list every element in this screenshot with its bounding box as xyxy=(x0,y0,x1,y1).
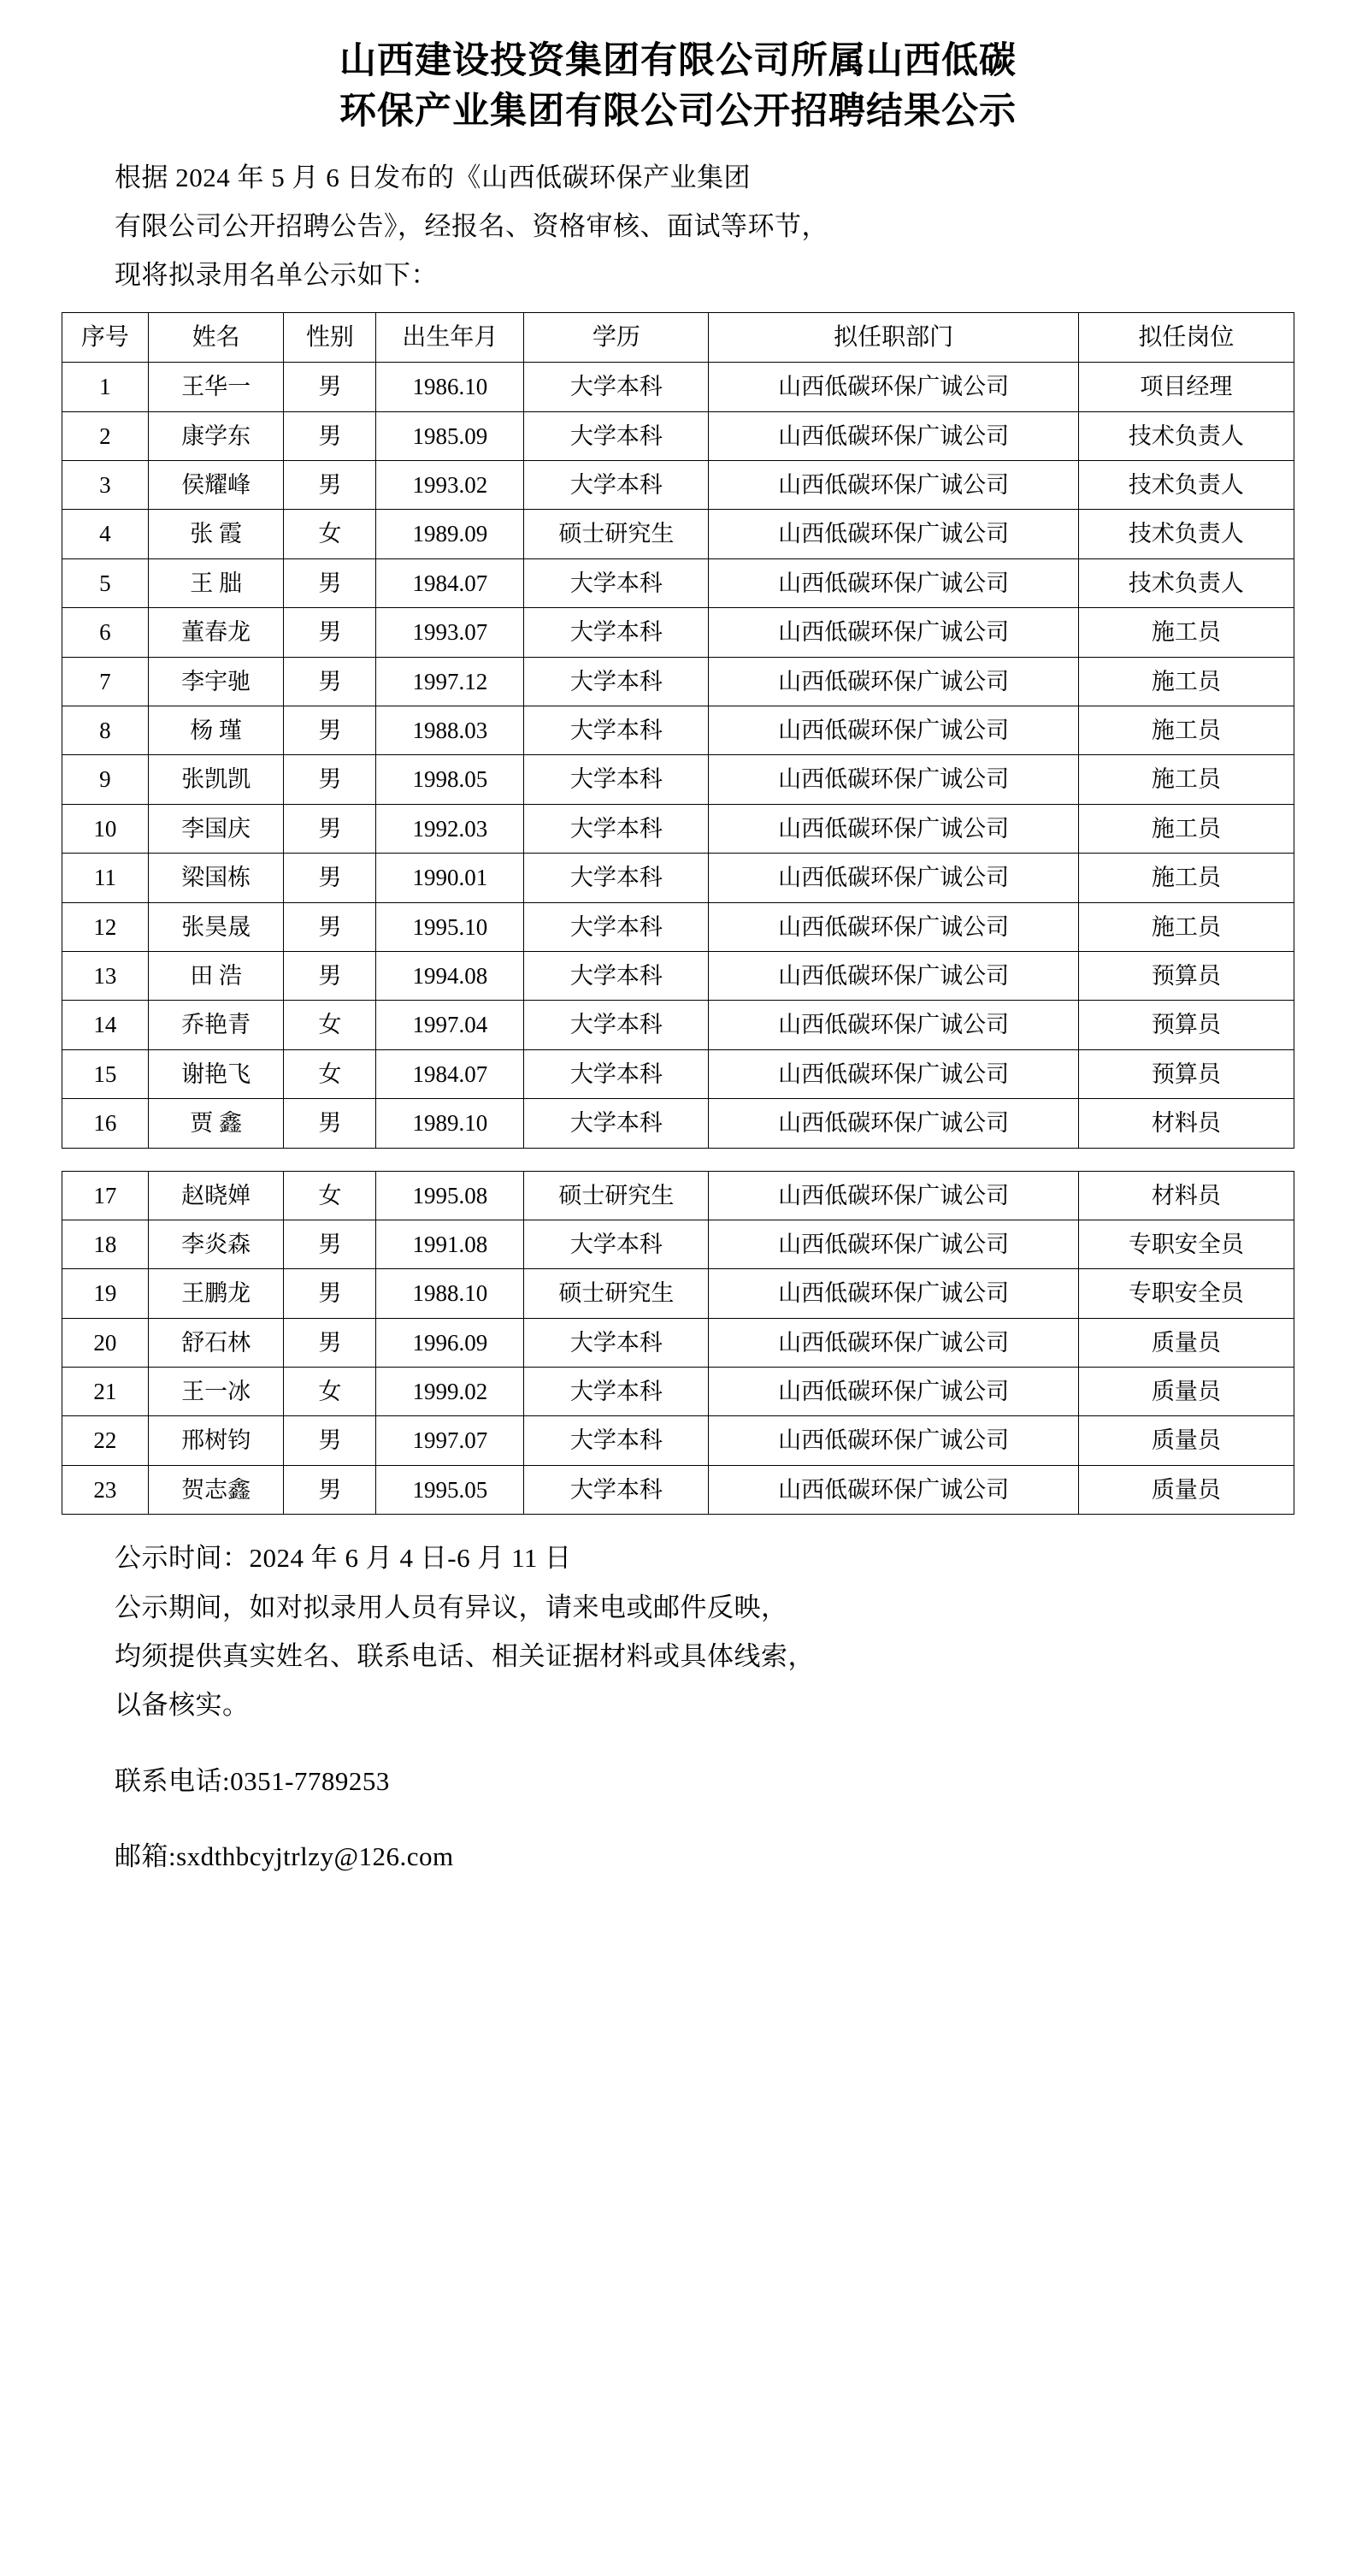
table-row xyxy=(62,363,1294,411)
cell-name: 张 霞 xyxy=(148,510,284,558)
column-header-position: 拟任岗位 xyxy=(1078,312,1294,363)
cell-index: 20 xyxy=(62,1318,149,1367)
cell-birth: 1997.12 xyxy=(376,657,524,706)
cell-gender: 男 xyxy=(284,804,376,853)
cell-education: 大学本科 xyxy=(524,755,709,804)
column-header-education: 学历 xyxy=(524,312,709,363)
cell-index: 16 xyxy=(62,1099,149,1148)
cell-position: 质量员 xyxy=(1078,1416,1294,1465)
table-row xyxy=(62,1099,1294,1148)
cell-name: 赵晓婵 xyxy=(148,1171,284,1220)
cell-position: 项目经理 xyxy=(1078,363,1294,411)
footer-note-line-3: 以备核实。 xyxy=(115,1690,250,1721)
cell-birth: 1997.07 xyxy=(376,1416,524,1465)
cell-position: 技术负责人 xyxy=(1078,558,1294,607)
table-row xyxy=(62,902,1294,951)
cell-gender: 男 xyxy=(284,657,376,706)
cell-gender: 男 xyxy=(284,1416,376,1465)
cell-name: 王华一 xyxy=(148,363,284,411)
cell-department: 山西低碳环保广诚公司 xyxy=(709,558,1078,607)
cell-name: 杨 瑾 xyxy=(148,706,284,755)
cell-birth: 1990.01 xyxy=(376,854,524,902)
cell-education: 大学本科 xyxy=(524,363,709,411)
cell-name: 谢艳飞 xyxy=(148,1049,284,1098)
cell-name: 康学东 xyxy=(148,411,284,460)
table-row xyxy=(62,1171,1294,1220)
page-title xyxy=(62,36,1294,138)
table-page-break-gap xyxy=(62,1149,1294,1166)
cell-education: 大学本科 xyxy=(524,951,709,1000)
cell-department: 山西低碳环保广诚公司 xyxy=(709,902,1078,951)
cell-index: 21 xyxy=(62,1368,149,1416)
column-header-gender: 性别 xyxy=(284,312,376,363)
cell-index: 18 xyxy=(62,1220,149,1268)
cell-index: 14 xyxy=(62,1001,149,1049)
cell-gender: 男 xyxy=(284,854,376,902)
cell-department: 山西低碳环保广诚公司 xyxy=(709,706,1078,755)
cell-department: 山西低碳环保广诚公司 xyxy=(709,951,1078,1000)
cell-gender: 男 xyxy=(284,902,376,951)
cell-department: 山西低碳环保广诚公司 xyxy=(709,1465,1078,1514)
cell-department: 山西低碳环保广诚公司 xyxy=(709,854,1078,902)
cell-education: 大学本科 xyxy=(524,1099,709,1148)
cell-index: 8 xyxy=(62,706,149,755)
cell-gender: 女 xyxy=(284,510,376,558)
table-row xyxy=(62,706,1294,755)
cell-birth: 1994.08 xyxy=(376,951,524,1000)
cell-education: 大学本科 xyxy=(524,804,709,853)
column-header-birth: 出生年月 xyxy=(376,312,524,363)
cell-birth: 1988.10 xyxy=(376,1269,524,1318)
cell-birth: 1995.05 xyxy=(376,1465,524,1514)
cell-position: 预算员 xyxy=(1078,1001,1294,1049)
cell-education: 大学本科 xyxy=(524,1318,709,1367)
intro-line-1: 根据 2024 年 5 月 6 日发布的《山西低碳环保产业集团 xyxy=(115,162,751,192)
cell-position: 质量员 xyxy=(1078,1318,1294,1367)
cell-gender: 男 xyxy=(284,461,376,510)
cell-index: 9 xyxy=(62,755,149,804)
table-row xyxy=(62,854,1294,902)
cell-index: 17 xyxy=(62,1171,149,1220)
cell-gender: 男 xyxy=(284,363,376,411)
cell-index: 12 xyxy=(62,902,149,951)
table-row xyxy=(62,1049,1294,1098)
table-row xyxy=(62,1465,1294,1514)
cell-education: 大学本科 xyxy=(524,854,709,902)
cell-position: 技术负责人 xyxy=(1078,411,1294,460)
cell-department: 山西低碳环保广诚公司 xyxy=(709,1099,1078,1148)
cell-birth: 1996.09 xyxy=(376,1318,524,1367)
cell-department: 山西低碳环保广诚公司 xyxy=(709,1171,1078,1220)
cell-name: 舒石林 xyxy=(148,1318,284,1367)
cell-education: 大学本科 xyxy=(524,558,709,607)
intro-line-3: 现将拟录用名单公示如下： xyxy=(115,260,438,291)
cell-department: 山西低碳环保广诚公司 xyxy=(709,510,1078,558)
cell-name: 张凯凯 xyxy=(148,755,284,804)
cell-education: 大学本科 xyxy=(524,1465,709,1514)
cell-gender: 男 xyxy=(284,1465,376,1514)
cell-gender: 男 xyxy=(284,755,376,804)
cell-name: 贺志鑫 xyxy=(148,1465,284,1514)
cell-name: 侯耀峰 xyxy=(148,461,284,510)
cell-index: 19 xyxy=(62,1269,149,1318)
footer-note-line-1: 公示期间，如对拟录用人员有异议，请来电或邮件反映， xyxy=(115,1592,788,1622)
cell-birth: 1989.09 xyxy=(376,510,524,558)
cell-education: 大学本科 xyxy=(524,1368,709,1416)
cell-education: 大学本科 xyxy=(524,1049,709,1098)
cell-name: 王一冰 xyxy=(148,1368,284,1416)
cell-name: 张昊晟 xyxy=(148,902,284,951)
cell-gender: 男 xyxy=(284,951,376,1000)
cell-department: 山西低碳环保广诚公司 xyxy=(709,1318,1078,1367)
cell-birth: 1999.02 xyxy=(376,1368,524,1416)
cell-department: 山西低碳环保广诚公司 xyxy=(709,657,1078,706)
cell-position: 预算员 xyxy=(1078,1049,1294,1098)
cell-index: 5 xyxy=(62,558,149,607)
cell-birth: 1997.04 xyxy=(376,1001,524,1049)
cell-education: 大学本科 xyxy=(524,608,709,657)
table-row xyxy=(62,804,1294,853)
cell-department: 山西低碳环保广诚公司 xyxy=(709,1416,1078,1465)
cell-index: 2 xyxy=(62,411,149,460)
cell-position: 预算员 xyxy=(1078,951,1294,1000)
cell-index: 11 xyxy=(62,854,149,902)
cell-position: 质量员 xyxy=(1078,1465,1294,1514)
table-row xyxy=(62,411,1294,460)
cell-education: 硕士研究生 xyxy=(524,1269,709,1318)
table-row xyxy=(62,1318,1294,1367)
cell-education: 大学本科 xyxy=(524,1416,709,1465)
cell-name: 邢树钧 xyxy=(148,1416,284,1465)
cell-position: 质量员 xyxy=(1078,1368,1294,1416)
cell-position: 技术负责人 xyxy=(1078,510,1294,558)
table-row xyxy=(62,755,1294,804)
cell-department: 山西低碳环保广诚公司 xyxy=(709,1368,1078,1416)
cell-gender: 女 xyxy=(284,1049,376,1098)
cell-department: 山西低碳环保广诚公司 xyxy=(709,804,1078,853)
cell-education: 大学本科 xyxy=(524,1220,709,1268)
cell-name: 李宇驰 xyxy=(148,657,284,706)
cell-department: 山西低碳环保广诚公司 xyxy=(709,1001,1078,1049)
table-row xyxy=(62,1416,1294,1465)
cell-name: 王鹏龙 xyxy=(148,1269,284,1318)
cell-index: 13 xyxy=(62,951,149,1000)
cell-name: 田 浩 xyxy=(148,951,284,1000)
footer-note-line-2: 均须提供真实姓名、联系电话、相关证据材料或具体线索， xyxy=(115,1640,815,1671)
table-row xyxy=(62,510,1294,558)
cell-birth: 1993.02 xyxy=(376,461,524,510)
cell-position: 施工员 xyxy=(1078,706,1294,755)
cell-education: 硕士研究生 xyxy=(524,510,709,558)
cell-birth: 1995.10 xyxy=(376,902,524,951)
cell-gender: 男 xyxy=(284,1220,376,1268)
cell-index: 23 xyxy=(62,1465,149,1514)
cell-department: 山西低碳环保广诚公司 xyxy=(709,608,1078,657)
cell-birth: 1988.03 xyxy=(376,706,524,755)
cell-name: 贾 鑫 xyxy=(148,1099,284,1148)
cell-birth: 1986.10 xyxy=(376,363,524,411)
cell-position: 材料员 xyxy=(1078,1099,1294,1148)
table-row xyxy=(62,951,1294,1000)
cell-position: 施工员 xyxy=(1078,804,1294,853)
intro-line-2: 有限公司公开招聘公告》，经报名、资格审核、面试等环节， xyxy=(115,211,828,241)
cell-gender: 女 xyxy=(284,1001,376,1049)
cell-position: 专职安全员 xyxy=(1078,1220,1294,1268)
cell-birth: 1992.03 xyxy=(376,804,524,853)
cell-position: 专职安全员 xyxy=(1078,1269,1294,1318)
table-row xyxy=(62,608,1294,657)
cell-position: 材料员 xyxy=(1078,1171,1294,1220)
page-title-line-2: 环保产业集团有限公司公开招聘结果公示 xyxy=(339,91,1017,133)
contact-email: 邮箱:sxdthbcyjtrlzy@126.com xyxy=(115,1840,454,1871)
cell-name: 王 朏 xyxy=(148,558,284,607)
cell-department: 山西低碳环保广诚公司 xyxy=(709,755,1078,804)
cell-gender: 男 xyxy=(284,558,376,607)
cell-department: 山西低碳环保广诚公司 xyxy=(709,1269,1078,1318)
cell-education: 大学本科 xyxy=(524,902,709,951)
cell-gender: 女 xyxy=(284,1368,376,1416)
table-row xyxy=(62,657,1294,706)
cell-index: 7 xyxy=(62,657,149,706)
cell-birth: 1995.08 xyxy=(376,1171,524,1220)
roster-table-part-1 xyxy=(62,312,1294,1149)
table-row xyxy=(62,1269,1294,1318)
cell-department: 山西低碳环保广诚公司 xyxy=(709,411,1078,460)
cell-department: 山西低碳环保广诚公司 xyxy=(709,1049,1078,1098)
cell-department: 山西低碳环保广诚公司 xyxy=(709,363,1078,411)
cell-gender: 男 xyxy=(284,1269,376,1318)
cell-gender: 男 xyxy=(284,608,376,657)
cell-birth: 1984.07 xyxy=(376,1049,524,1098)
column-header-name: 姓名 xyxy=(148,312,284,363)
page-title-line-1: 山西建设投资集团有限公司所属山西低碳 xyxy=(339,40,1017,81)
cell-education: 大学本科 xyxy=(524,657,709,706)
cell-gender: 男 xyxy=(284,706,376,755)
cell-position: 施工员 xyxy=(1078,657,1294,706)
table-row xyxy=(62,1220,1294,1268)
footer-notes xyxy=(62,1533,1294,1881)
roster-table-part-2 xyxy=(62,1171,1294,1515)
cell-education: 大学本科 xyxy=(524,461,709,510)
table-row xyxy=(62,558,1294,607)
cell-birth: 1989.10 xyxy=(376,1099,524,1148)
cell-education: 硕士研究生 xyxy=(524,1171,709,1220)
cell-education: 大学本科 xyxy=(524,1001,709,1049)
cell-birth: 1991.08 xyxy=(376,1220,524,1268)
cell-position: 施工员 xyxy=(1078,608,1294,657)
cell-position: 技术负责人 xyxy=(1078,461,1294,510)
cell-gender: 男 xyxy=(284,1318,376,1367)
table-row xyxy=(62,461,1294,510)
table-row xyxy=(62,1001,1294,1049)
cell-name: 李炎森 xyxy=(148,1220,284,1268)
column-header-index: 序号 xyxy=(62,312,149,363)
cell-index: 22 xyxy=(62,1416,149,1465)
cell-gender: 女 xyxy=(284,1171,376,1220)
cell-position: 施工员 xyxy=(1078,755,1294,804)
cell-department: 山西低碳环保广诚公司 xyxy=(709,461,1078,510)
cell-index: 3 xyxy=(62,461,149,510)
cell-name: 乔艳青 xyxy=(148,1001,284,1049)
cell-index: 6 xyxy=(62,608,149,657)
cell-index: 4 xyxy=(62,510,149,558)
cell-gender: 男 xyxy=(284,1099,376,1148)
cell-education: 大学本科 xyxy=(524,411,709,460)
contact-phone: 联系电话:0351-7789253 xyxy=(115,1765,390,1796)
cell-index: 10 xyxy=(62,804,149,853)
cell-index: 1 xyxy=(62,363,149,411)
cell-name: 李国庆 xyxy=(148,804,284,853)
cell-education: 大学本科 xyxy=(524,706,709,755)
intro-paragraph xyxy=(62,153,1294,300)
cell-birth: 1985.09 xyxy=(376,411,524,460)
cell-name: 董春龙 xyxy=(148,608,284,657)
table-header-row xyxy=(62,312,1294,363)
cell-birth: 1998.05 xyxy=(376,755,524,804)
cell-department: 山西低碳环保广诚公司 xyxy=(709,1220,1078,1268)
table-row xyxy=(62,1368,1294,1416)
cell-birth: 1993.07 xyxy=(376,608,524,657)
publicity-period: 公示时间：2024 年 6 月 4 日-6 月 11 日 xyxy=(115,1543,572,1574)
column-header-department: 拟任职部门 xyxy=(709,312,1078,363)
cell-gender: 男 xyxy=(284,411,376,460)
cell-position: 施工员 xyxy=(1078,902,1294,951)
cell-name: 梁国栋 xyxy=(148,854,284,902)
cell-index: 15 xyxy=(62,1049,149,1098)
cell-birth: 1984.07 xyxy=(376,558,524,607)
cell-position: 施工员 xyxy=(1078,854,1294,902)
